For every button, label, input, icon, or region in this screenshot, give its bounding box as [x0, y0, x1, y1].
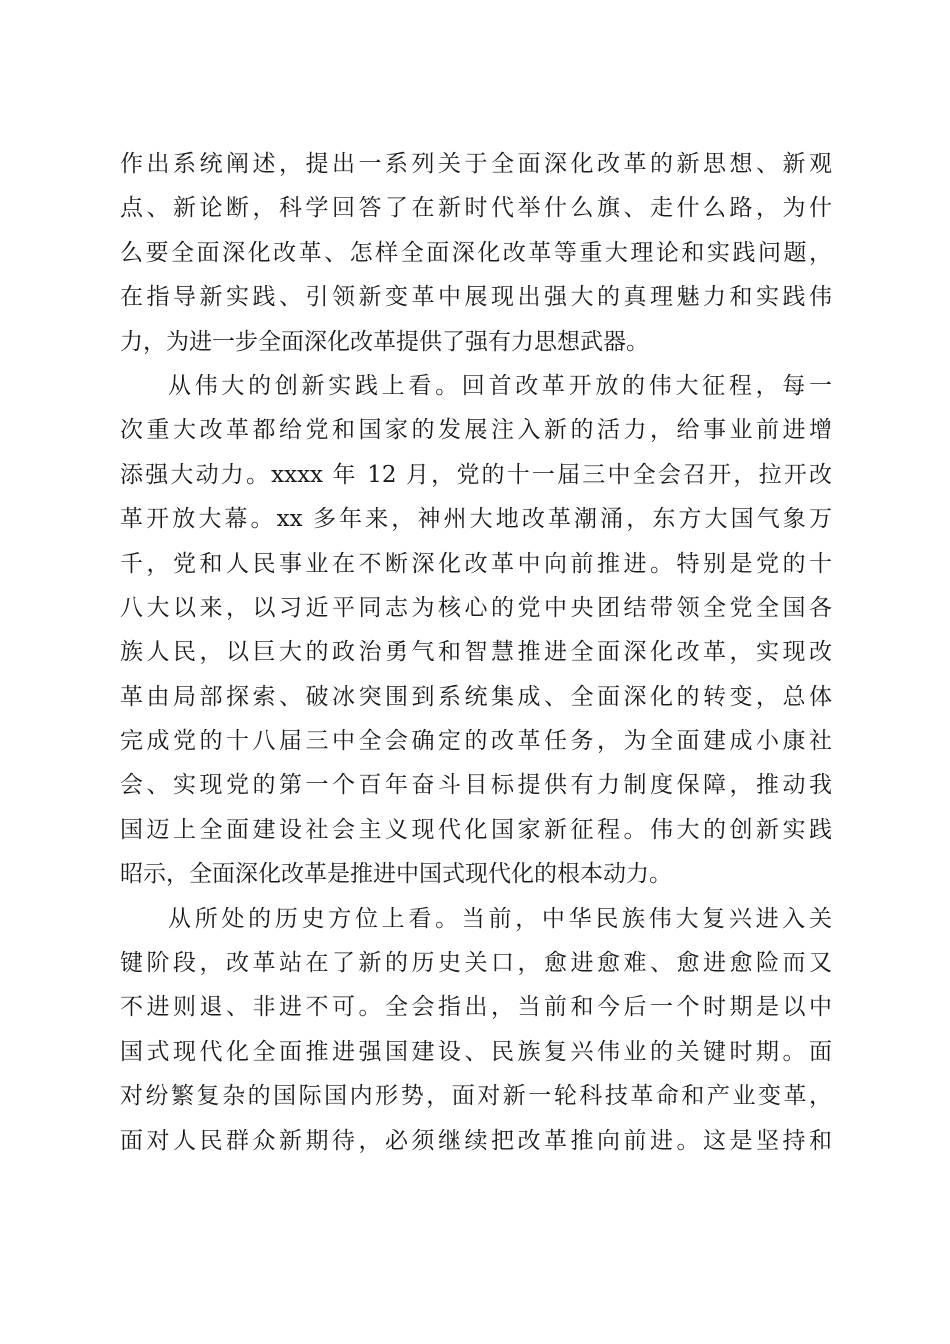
text-line: 添强大动力。xxxx 年 12 月，党的十一届三中全会召开，拉开改: [120, 461, 832, 488]
paragraph-3: [120, 897, 832, 1163]
text-line: 国迈上全面建设社会主义现代化国家新征程。伟大的创新实践: [120, 816, 832, 843]
text-line: 次重大改革都给党和国家的发展注入新的活力，给事业前进增: [120, 417, 832, 444]
text-line: 国式现代化全面推进强国建设、民族复兴伟业的关键时期。面: [120, 1038, 832, 1065]
text-line: 对纷繁复杂的国际国内形势，面对新一轮科技革命和产业变革，: [120, 1083, 832, 1110]
text-line: 八大以来，以习近平同志为核心的党中央团结带领全党全国各: [120, 594, 832, 621]
text-line: 会、实现党的第一个百年奋斗目标提供有力制度保障，推动我: [120, 772, 832, 799]
text-line: 点、新论断，科学回答了在新时代举什么旗、走什么路，为什: [120, 195, 832, 222]
text-line: 键阶段，改革站在了新的历史关口，愈进愈难、愈进愈险而又: [120, 950, 832, 977]
text-line: 族人民，以巨大的政治勇气和智慧推进全面深化改革，实现改: [120, 639, 832, 666]
text-line: 么要全面深化改革、怎样全面深化改革等重大理论和实践问题，: [120, 239, 832, 266]
text-line: 革由局部探索、破冰突围到系统集成、全面深化的转变，总体: [120, 683, 832, 710]
text-line: 不进则退、非进不可。全会指出，当前和今后一个时期是以中: [120, 994, 832, 1021]
text-line: 革开放大幕。xx 多年来，神州大地改革潮涌，东方大国气象万: [120, 506, 832, 533]
document-body: [120, 142, 832, 1163]
text-line: 作出系统阐述，提出一系列关于全面深化改革的新思想、新观: [120, 151, 832, 177]
text-line: 千，党和人民事业在不断深化改革中向前推进。特别是党的十: [120, 550, 832, 577]
text-line: 昭示，全面深化改革是推进中国式现代化的根本动力。: [120, 861, 672, 888]
text-line: 在指导新实践、引领新变革中展现出强大的真理魅力和实践伟: [120, 284, 832, 311]
paragraph-2: [120, 364, 832, 897]
text-line: 面对人民群众新期待，必须继续把改革推向前进。这是坚持和: [120, 1127, 832, 1154]
text-line: 完成党的十八届三中全会确定的改革任务，为全面建成小康社: [120, 728, 832, 755]
text-line: 从伟大的创新实践上看。回首改革开放的伟大征程，每一: [168, 372, 832, 399]
paragraph-1: [120, 142, 832, 364]
text-line: 力，为进一步全面深化改革提供了强有力思想武器。: [120, 328, 649, 355]
text-line: 从所处的历史方位上看。当前，中华民族伟大复兴进入关: [168, 905, 832, 932]
